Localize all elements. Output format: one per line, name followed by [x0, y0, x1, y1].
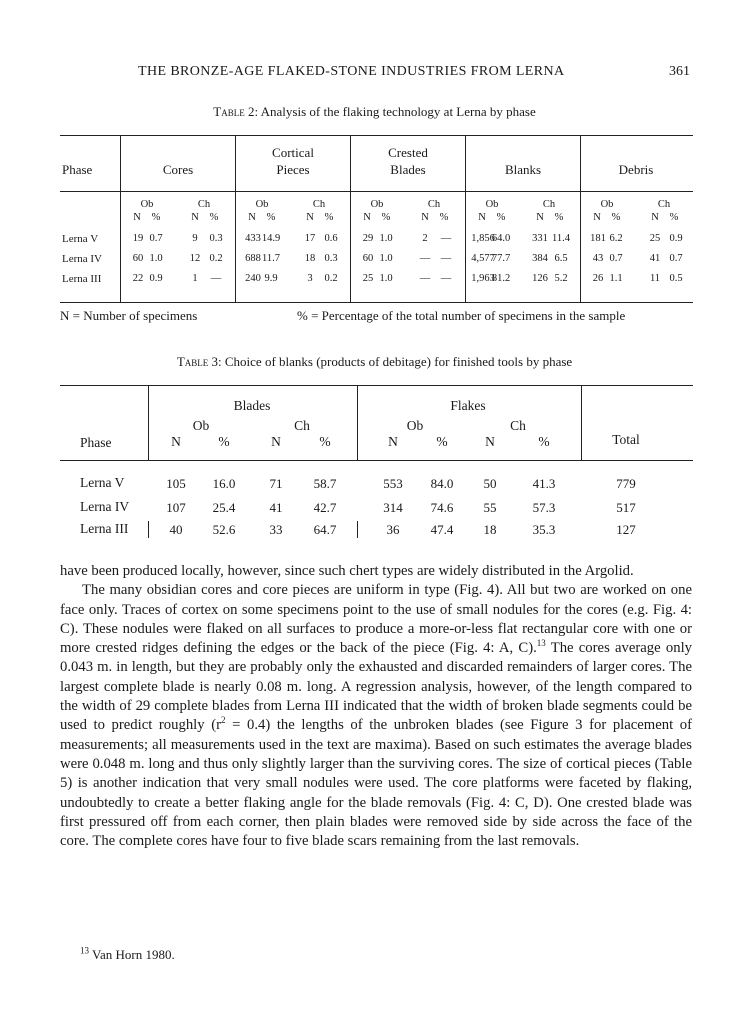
table3-col-header: N [388, 434, 398, 449]
table2-cell: 77.7 [491, 253, 511, 264]
table3-cell: 47.4 [430, 522, 454, 537]
table3-cell: 84.0 [430, 476, 454, 491]
table3 [60, 385, 693, 540]
table2-row-phase: Lerna V [62, 233, 99, 245]
table2-bottom-rule [60, 302, 693, 303]
table3-cell: 50 [483, 476, 497, 491]
table2-cell: 6.5 [554, 253, 568, 264]
table2-cell: 0.5 [669, 273, 683, 284]
table2-cell: 1.0 [149, 253, 163, 264]
table2-column-divider [465, 135, 466, 302]
table2-cell: 26 [592, 273, 604, 284]
table2-cell: 1.0 [379, 253, 393, 264]
table3-blades-header: Blades [233, 398, 271, 413]
table2-group-header: Cores [162, 162, 194, 177]
table3-column-divider [357, 385, 358, 460]
table3-cell: 18 [483, 522, 497, 537]
table3-col-header: % [319, 434, 331, 449]
table2-cell: 29 [362, 233, 374, 244]
legend-percent: % = Percentage of the total number of specimens in the sample [297, 308, 626, 323]
table2-cell: 17 [304, 233, 316, 244]
table2-cell: 11 [649, 273, 661, 284]
table2-cell: 0.3 [209, 233, 223, 244]
table2-sub-pct: % [496, 212, 506, 223]
table2-column-divider [350, 135, 351, 302]
table3-cell: 57.3 [532, 500, 556, 515]
table3-row-phase: Lerna V [80, 475, 125, 490]
table3-cell: 107 [166, 500, 186, 515]
table2-cell: 11.7 [262, 253, 280, 264]
table3-column-divider [148, 521, 149, 538]
table3-cell: 42.7 [313, 500, 337, 515]
table2-sub-n: N [248, 212, 256, 223]
table2-sub-ch: Ch [542, 199, 556, 210]
table2-cell: 331 [532, 233, 548, 244]
table2-sub-n: N [421, 212, 429, 223]
table2-sub-n: N [593, 212, 601, 223]
table2-sub-n: N [133, 212, 141, 223]
table2-sub-ob: Ob [485, 199, 499, 210]
table3-caption-label: Table [176, 354, 209, 369]
table2-cell: 126 [532, 273, 548, 284]
table2-sub-n: N [651, 212, 659, 223]
table2-top-rule [60, 135, 693, 136]
table3-cell: 25.4 [212, 500, 236, 515]
table3-cell: 71 [269, 476, 283, 491]
table3-col-header: N [485, 434, 495, 449]
table2-sub-n: N [306, 212, 314, 223]
paragraph-2-part-a: The many obsidian cores and core pieces are uniform in type (Fig. 4). All but two are worked on one face only. Traces of cortex on some specimens point to the use of small nodules for the cores (e.g. Fig. 4: C). These nodules were flaked on all surfaces to produce a more-or-less flat rectangular core with one or more crested ridges defining the edges or the back of the piece (Fig. 4: A, C). [60, 582, 692, 657]
table2-group-header: Blanks [504, 162, 542, 177]
table2-sub-ob: Ob [600, 199, 614, 210]
table3-cell: 127 [616, 522, 636, 537]
table2-cell: 12 [189, 253, 201, 264]
paragraph-2-part-b: The cores average only 0.043 m. in length, but they are probably only the exhausted and discarded remainders of larger cores. The largest complete blade is nearly 0.08 m. long. A regression analysis, however, of the length compared to the width of 29 complete blades from Lerna III indicated that the width of broken blade segments could be used to predict roughly (r [60, 640, 692, 734]
table3-cell: 314 [383, 500, 403, 515]
r-squared-exponent: 2 [221, 715, 226, 726]
table2-sub-ch: Ch [427, 199, 441, 210]
table2-cell: 14.9 [261, 233, 281, 244]
table3-caption-text: 3: Choice of blanks (products of debitage) for finished tools by phase [211, 354, 573, 369]
table2-cell: — [440, 233, 452, 244]
table2-cell: 0.9 [149, 273, 163, 284]
table3-col-header: % [538, 434, 550, 449]
table2-cell: 3 [307, 273, 313, 284]
table2-sub-ch: Ch [312, 199, 326, 210]
table2-sub-pct: % [554, 212, 564, 223]
table2 [60, 135, 693, 305]
table3-col-header: N [271, 434, 281, 449]
table3-cell: 33 [269, 522, 283, 537]
table2-cell: 25 [649, 233, 661, 244]
table2-cell: — [440, 273, 452, 284]
paragraph-1: have been produced locally, however, since such chert types are widely distributed in the Argolid. [60, 563, 634, 579]
footnote-text: Van Horn 1980. [89, 947, 175, 962]
table2-sub-ob: Ob [370, 199, 384, 210]
table2-group-header: Debris [618, 162, 654, 177]
table2-cell: 1 [192, 273, 198, 284]
table2-group-header-line1: Crested [388, 145, 428, 160]
table3-cell: 517 [616, 500, 636, 515]
table2-cell: 64.0 [491, 233, 511, 244]
table2-cell: 25 [362, 273, 374, 284]
table2-cell: 0.2 [324, 273, 338, 284]
table3-cell: 35.3 [532, 522, 556, 537]
table2-cell: 0.2 [209, 253, 223, 264]
table2-cell: 1.0 [379, 273, 393, 284]
table2-cell: 6.2 [609, 233, 623, 244]
table2-phase-header: Phase [62, 162, 93, 177]
table3-flakes-ch: Ch [510, 418, 526, 433]
table2-column-divider [580, 135, 581, 302]
table2-sub-ob: Ob [255, 199, 269, 210]
table2-caption-label: Table [213, 104, 245, 119]
table3-col-header: % [218, 434, 230, 449]
table2-cell: 81.2 [491, 273, 511, 284]
table3-cell: 779 [616, 476, 636, 491]
table2-cell: 0.6 [324, 233, 338, 244]
table2-cell: 0.9 [669, 233, 683, 244]
table3-flakes-ob: Ob [406, 418, 424, 433]
running-head [60, 64, 690, 84]
table3-top-rule [60, 385, 693, 386]
table2-sub-n: N [191, 212, 199, 223]
table3-header-rule [60, 460, 693, 461]
table2-cell: 1.0 [379, 233, 393, 244]
table2-cell: 1,856 [471, 233, 495, 244]
table2-cell: 19 [132, 233, 144, 244]
table3-col-header: % [436, 434, 448, 449]
table2-sub-pct: % [151, 212, 161, 223]
table3-column-divider [581, 385, 582, 460]
table3-cell: 58.7 [313, 476, 337, 491]
table2-cell: — [419, 273, 431, 284]
footnote-reference: 13 [536, 638, 546, 649]
table3-cell: 105 [166, 476, 186, 491]
table2-column-divider [120, 135, 121, 302]
table2-sub-ch: Ch [197, 199, 211, 210]
table2-sub-n: N [536, 212, 544, 223]
table2-cell: 0.7 [609, 253, 623, 264]
table2-cell: 60 [362, 253, 374, 264]
page-number: 361 [669, 64, 690, 79]
table3-cell: 52.6 [212, 522, 236, 537]
table2-cell: — [440, 253, 452, 264]
footnote [80, 947, 175, 963]
table2-cell: 43 [592, 253, 604, 264]
table3-cell: 55 [483, 500, 497, 515]
legend-n: N = Number of specimens [60, 308, 198, 323]
table2-caption [0, 104, 749, 120]
table3-caption [0, 354, 749, 370]
table2-sub-pct: % [439, 212, 449, 223]
table2-group-header-line1: Cortical [272, 145, 314, 160]
table3-cell: 16.0 [212, 476, 236, 491]
table2-cell: 1.1 [609, 273, 623, 284]
table2-cell: 688 [245, 253, 261, 264]
table2-cell: 0.7 [149, 233, 163, 244]
table2-sub-n: N [478, 212, 486, 223]
table2-cell: 22 [132, 273, 144, 284]
table3-cell: 553 [383, 476, 403, 491]
paragraph-2 [60, 581, 692, 851]
table2-cell: 60 [132, 253, 144, 264]
table3-cell: 41 [269, 500, 283, 515]
table2-cell: — [419, 253, 431, 264]
table3-column-divider [357, 521, 358, 538]
table2-sub-pct: % [324, 212, 334, 223]
table2-cell: 181 [590, 233, 606, 244]
table2-cell: 0.7 [669, 253, 683, 264]
paragraph-2-part-c: = 0.4) the lengths of the unbroken blades (see Figure 3 for placement of measurements; all measurements used in the text are maxima). Based on such estimates the average blades were 0.048 m. long and thus only slightly larger than the surviving cores. The size of cortical pieces (Table 5) is another indication that very small nodules were used. The core platforms were faceted by flaking, undoubtedly to create a better flaking angle for the blade removals (Fig. 4: C, D). One crested blade was first pressured off from each corner, then plain blades were removed side by side across the face of the core. The complete cores have four to five blade scars remaining from the last removals. [60, 717, 692, 850]
table2-cell: 4,577 [471, 253, 495, 264]
table3-col-header: N [171, 434, 181, 449]
table3-column-divider [148, 385, 149, 460]
table3-flakes-header: Flakes [450, 398, 486, 413]
table2-cell: 18 [304, 253, 316, 264]
table2-sub-pct: % [209, 212, 219, 223]
table2-sub-pct: % [611, 212, 621, 223]
table2-row-phase: Lerna IV [62, 253, 103, 265]
table2-cell: 9.9 [264, 273, 278, 284]
table2-group-header: Pieces [276, 162, 310, 177]
table3-phase-header: Phase [80, 435, 112, 450]
table3-blades-ob: Ob [192, 418, 210, 433]
table3-cell: 40 [169, 522, 183, 537]
table3-row-phase: Lerna III [80, 521, 129, 536]
running-title: THE BRONZE-AGE FLAKED-STONE INDUSTRIES FROM LERNA [138, 64, 565, 79]
table2-header-rule [60, 191, 693, 192]
table2-cell: 433 [245, 233, 261, 244]
table3-cell: 41.3 [532, 476, 556, 491]
table2-cell: 384 [532, 253, 548, 264]
body-text [60, 562, 692, 851]
table2-cell: 2 [422, 233, 428, 244]
table3-cell: 36 [386, 522, 400, 537]
table3-total-header: Total [612, 432, 640, 447]
table2-cell: 0.3 [324, 253, 338, 264]
table2-sub-ch: Ch [657, 199, 671, 210]
table2-cell: 240 [245, 273, 261, 284]
table2-sub-pct: % [669, 212, 679, 223]
table3-blades-ch: Ch [294, 418, 310, 433]
table3-cell: 64.7 [313, 522, 337, 537]
table2-caption-text: 2: Analysis of the flaking technology at Lerna by phase [247, 104, 536, 119]
table2-group-header: Blades [390, 162, 426, 177]
table2-column-divider [235, 135, 236, 302]
table2-cell: 1,963 [471, 273, 495, 284]
table2-cell: 11.4 [552, 233, 570, 244]
table2-cell: — [210, 273, 222, 284]
table3-cell: 74.6 [430, 500, 454, 515]
table2-sub-pct: % [266, 212, 276, 223]
table2-sub-ob: Ob [140, 199, 154, 210]
table3-row-phase: Lerna IV [80, 499, 130, 514]
table2-cell: 9 [192, 233, 198, 244]
table2-row-phase: Lerna III [62, 273, 102, 285]
table2-sub-n: N [363, 212, 371, 223]
footnote-number: 13 [80, 945, 89, 956]
table2-cell: 5.2 [554, 273, 568, 284]
table2-sub-pct: % [381, 212, 391, 223]
table2-cell: 41 [649, 253, 661, 264]
